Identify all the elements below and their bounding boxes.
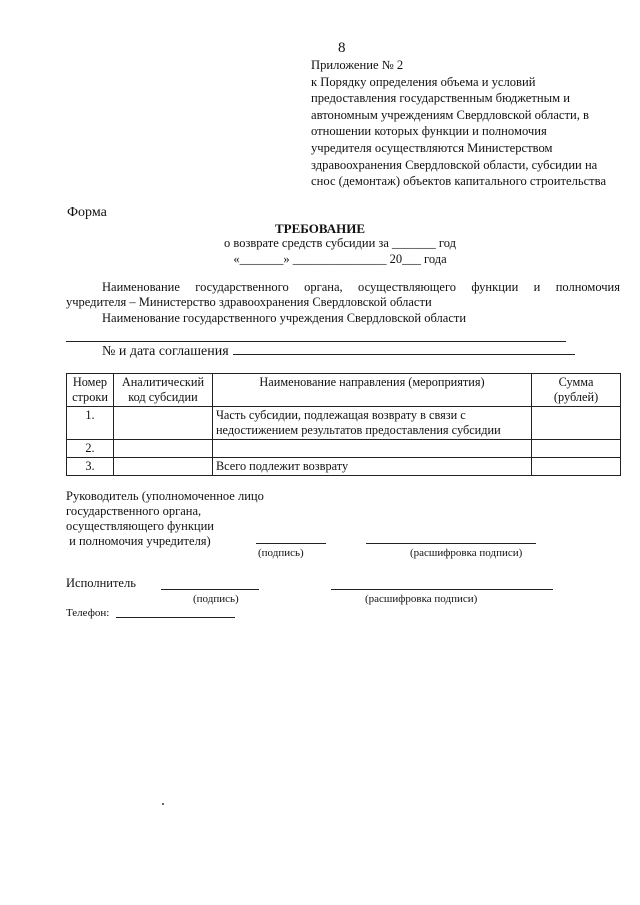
- executor-decryption-caption: (расшифровка подписи): [365, 593, 478, 605]
- cell-code: [113, 458, 212, 476]
- executor-decryption-line: [331, 589, 553, 590]
- founder-line-2: учредителя – Министерство здравоохранения Свердловской области: [66, 295, 432, 309]
- cell-code: [113, 407, 212, 440]
- institution-label: Наименование государственного учреждения Свердловской области: [102, 311, 467, 325]
- cell-name: Всего подлежит возврату: [212, 458, 531, 476]
- head-signature-caption: (подпись): [258, 547, 304, 559]
- page-number: 8: [338, 40, 346, 56]
- table-row: [67, 407, 621, 440]
- appendix-line: автономным учреждениям Свердловской области, в: [311, 107, 589, 122]
- header-sum: Сумма (рублей): [532, 374, 621, 407]
- founder-line-1: Наименование государственного органа, осуществляющего функции и полномочия: [102, 280, 620, 294]
- header-name: Наименование направления (мероприятия): [212, 374, 531, 407]
- cell-sum: [532, 440, 621, 458]
- document-subtitle-date: «_______» _______________ 20___ года: [233, 252, 447, 266]
- appendix-line: здравоохранения Свердловской области, субсидии на: [311, 157, 598, 172]
- founder-paragraph: [66, 280, 620, 310]
- refund-table: [66, 373, 621, 476]
- head-signature-block: [66, 489, 264, 549]
- phone-label: Телефон:: [66, 607, 110, 619]
- cell-row-no: 3.: [67, 458, 114, 476]
- document-title: ТРЕБОВАНИЕ: [274, 221, 366, 236]
- head-label-line: и полномочия учредителя): [66, 534, 211, 548]
- head-decryption-caption: (расшифровка подписи): [410, 547, 523, 559]
- head-signature-line: [256, 543, 326, 544]
- header-row-no: Номер строки: [67, 374, 114, 407]
- executor-signature-line: [161, 589, 259, 590]
- head-label-line: государственного органа,: [66, 504, 202, 518]
- appendix-line: учредителя осуществляются Министерством: [311, 140, 553, 155]
- agreement-field: [102, 342, 575, 360]
- phone-line: [116, 617, 235, 618]
- head-decryption-line: [366, 543, 536, 544]
- cell-sum: [532, 458, 621, 476]
- cell-code: [113, 440, 212, 458]
- appendix-line: снос (демонтаж) объектов капитального строительства: [311, 174, 607, 189]
- cell-sum: [532, 407, 621, 440]
- head-label-line: Руководитель (уполномоченное лицо: [66, 489, 264, 503]
- document-subtitle-period: о возврате средств субсидии за _______ год: [224, 236, 456, 250]
- cell-name: [212, 440, 531, 458]
- cell-name: Часть субсидии, подлежащая возврату в связи с недостижением результатов предоставления субсидии: [212, 407, 531, 440]
- appendix-header: [311, 57, 633, 190]
- appendix-line: к Порядку определения объема и условий: [311, 74, 536, 89]
- cell-row-no: 2.: [67, 440, 114, 458]
- table-header-row: [67, 374, 621, 407]
- cell-row-no: 1.: [67, 407, 114, 440]
- appendix-line: отношении которых функции и полномочия: [311, 124, 547, 139]
- appendix-line: предоставления государственным бюджетным и: [311, 91, 570, 106]
- executor-label: Исполнитель: [66, 576, 136, 590]
- executor-signature-caption: (подпись): [193, 593, 239, 605]
- agreement-label: № и дата соглашения: [102, 344, 229, 359]
- scan-speck: [162, 803, 164, 805]
- appendix-line: Приложение № 2: [311, 58, 404, 72]
- form-label: Форма: [67, 205, 107, 220]
- table-row: [67, 440, 621, 458]
- agreement-underline: [233, 342, 575, 355]
- header-code: Аналитический код субсидии: [113, 374, 212, 407]
- head-label-line: осуществляющего функции: [66, 519, 214, 533]
- table-row: [67, 458, 621, 476]
